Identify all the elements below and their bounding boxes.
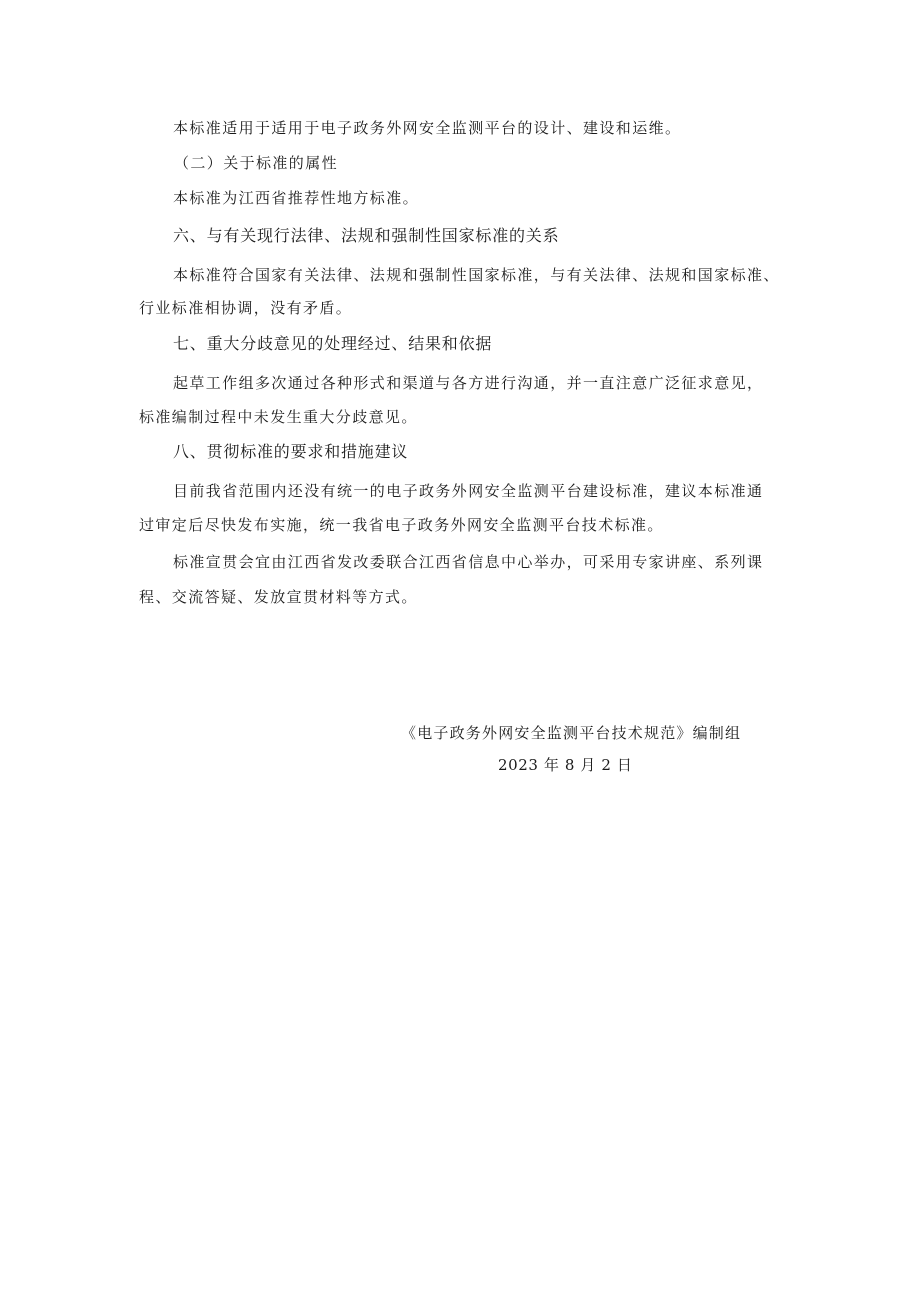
section-8-paragraph-1-line-1: 目前我省范围内还没有统一的电子政务外网安全监测平台建设标准，建议本标准通	[173, 482, 764, 500]
subsection-heading-standard-attribute: （二）关于标准的属性	[174, 154, 339, 172]
section-7-paragraph-line-2: 标准编制过程中未发生重大分歧意见。	[139, 408, 418, 426]
section-6-paragraph-line-1: 本标准符合国家有关法律、法规和强制性国家标准，与有关法律、法规和国家标准、	[173, 266, 780, 284]
signature-organization: 《电子政务外网安全监测平台技术规范》编制组	[401, 724, 742, 742]
section-8-paragraph-2-line-2: 程、交流答疑、发放宣贯材料等方式。	[139, 588, 418, 606]
scope-paragraph: 本标准适用于适用于电子政务外网安全监测平台的设计、建设和运维。	[173, 119, 682, 137]
signature-date: 2023 年 8 月 2 日	[498, 756, 633, 774]
section-6-paragraph-line-2: 行业标准相协调，没有矛盾。	[139, 299, 353, 317]
attribute-paragraph: 本标准为江西省推荐性地方标准。	[173, 189, 420, 207]
section-8-paragraph-1-line-2: 过审定后尽快发布实施，统一我省电子政务外网安全监测平台技术标准。	[139, 516, 664, 534]
section-heading-8: 八、贯彻标准的要求和措施建议	[173, 442, 409, 461]
section-7-paragraph-line-1: 起草工作组多次通过各种形式和渠道与各方进行沟通，并一直注意广泛征求意见，	[173, 374, 764, 392]
section-heading-7: 七、重大分歧意见的处理经过、结果和依据	[173, 334, 493, 353]
section-8-paragraph-2-line-1: 标准宣贯会宜由江西省发改委联合江西省信息中心举办，可采用专家讲座、系列课	[173, 553, 764, 571]
section-heading-6: 六、与有关现行法律、法规和强制性国家标准的关系	[173, 226, 560, 245]
